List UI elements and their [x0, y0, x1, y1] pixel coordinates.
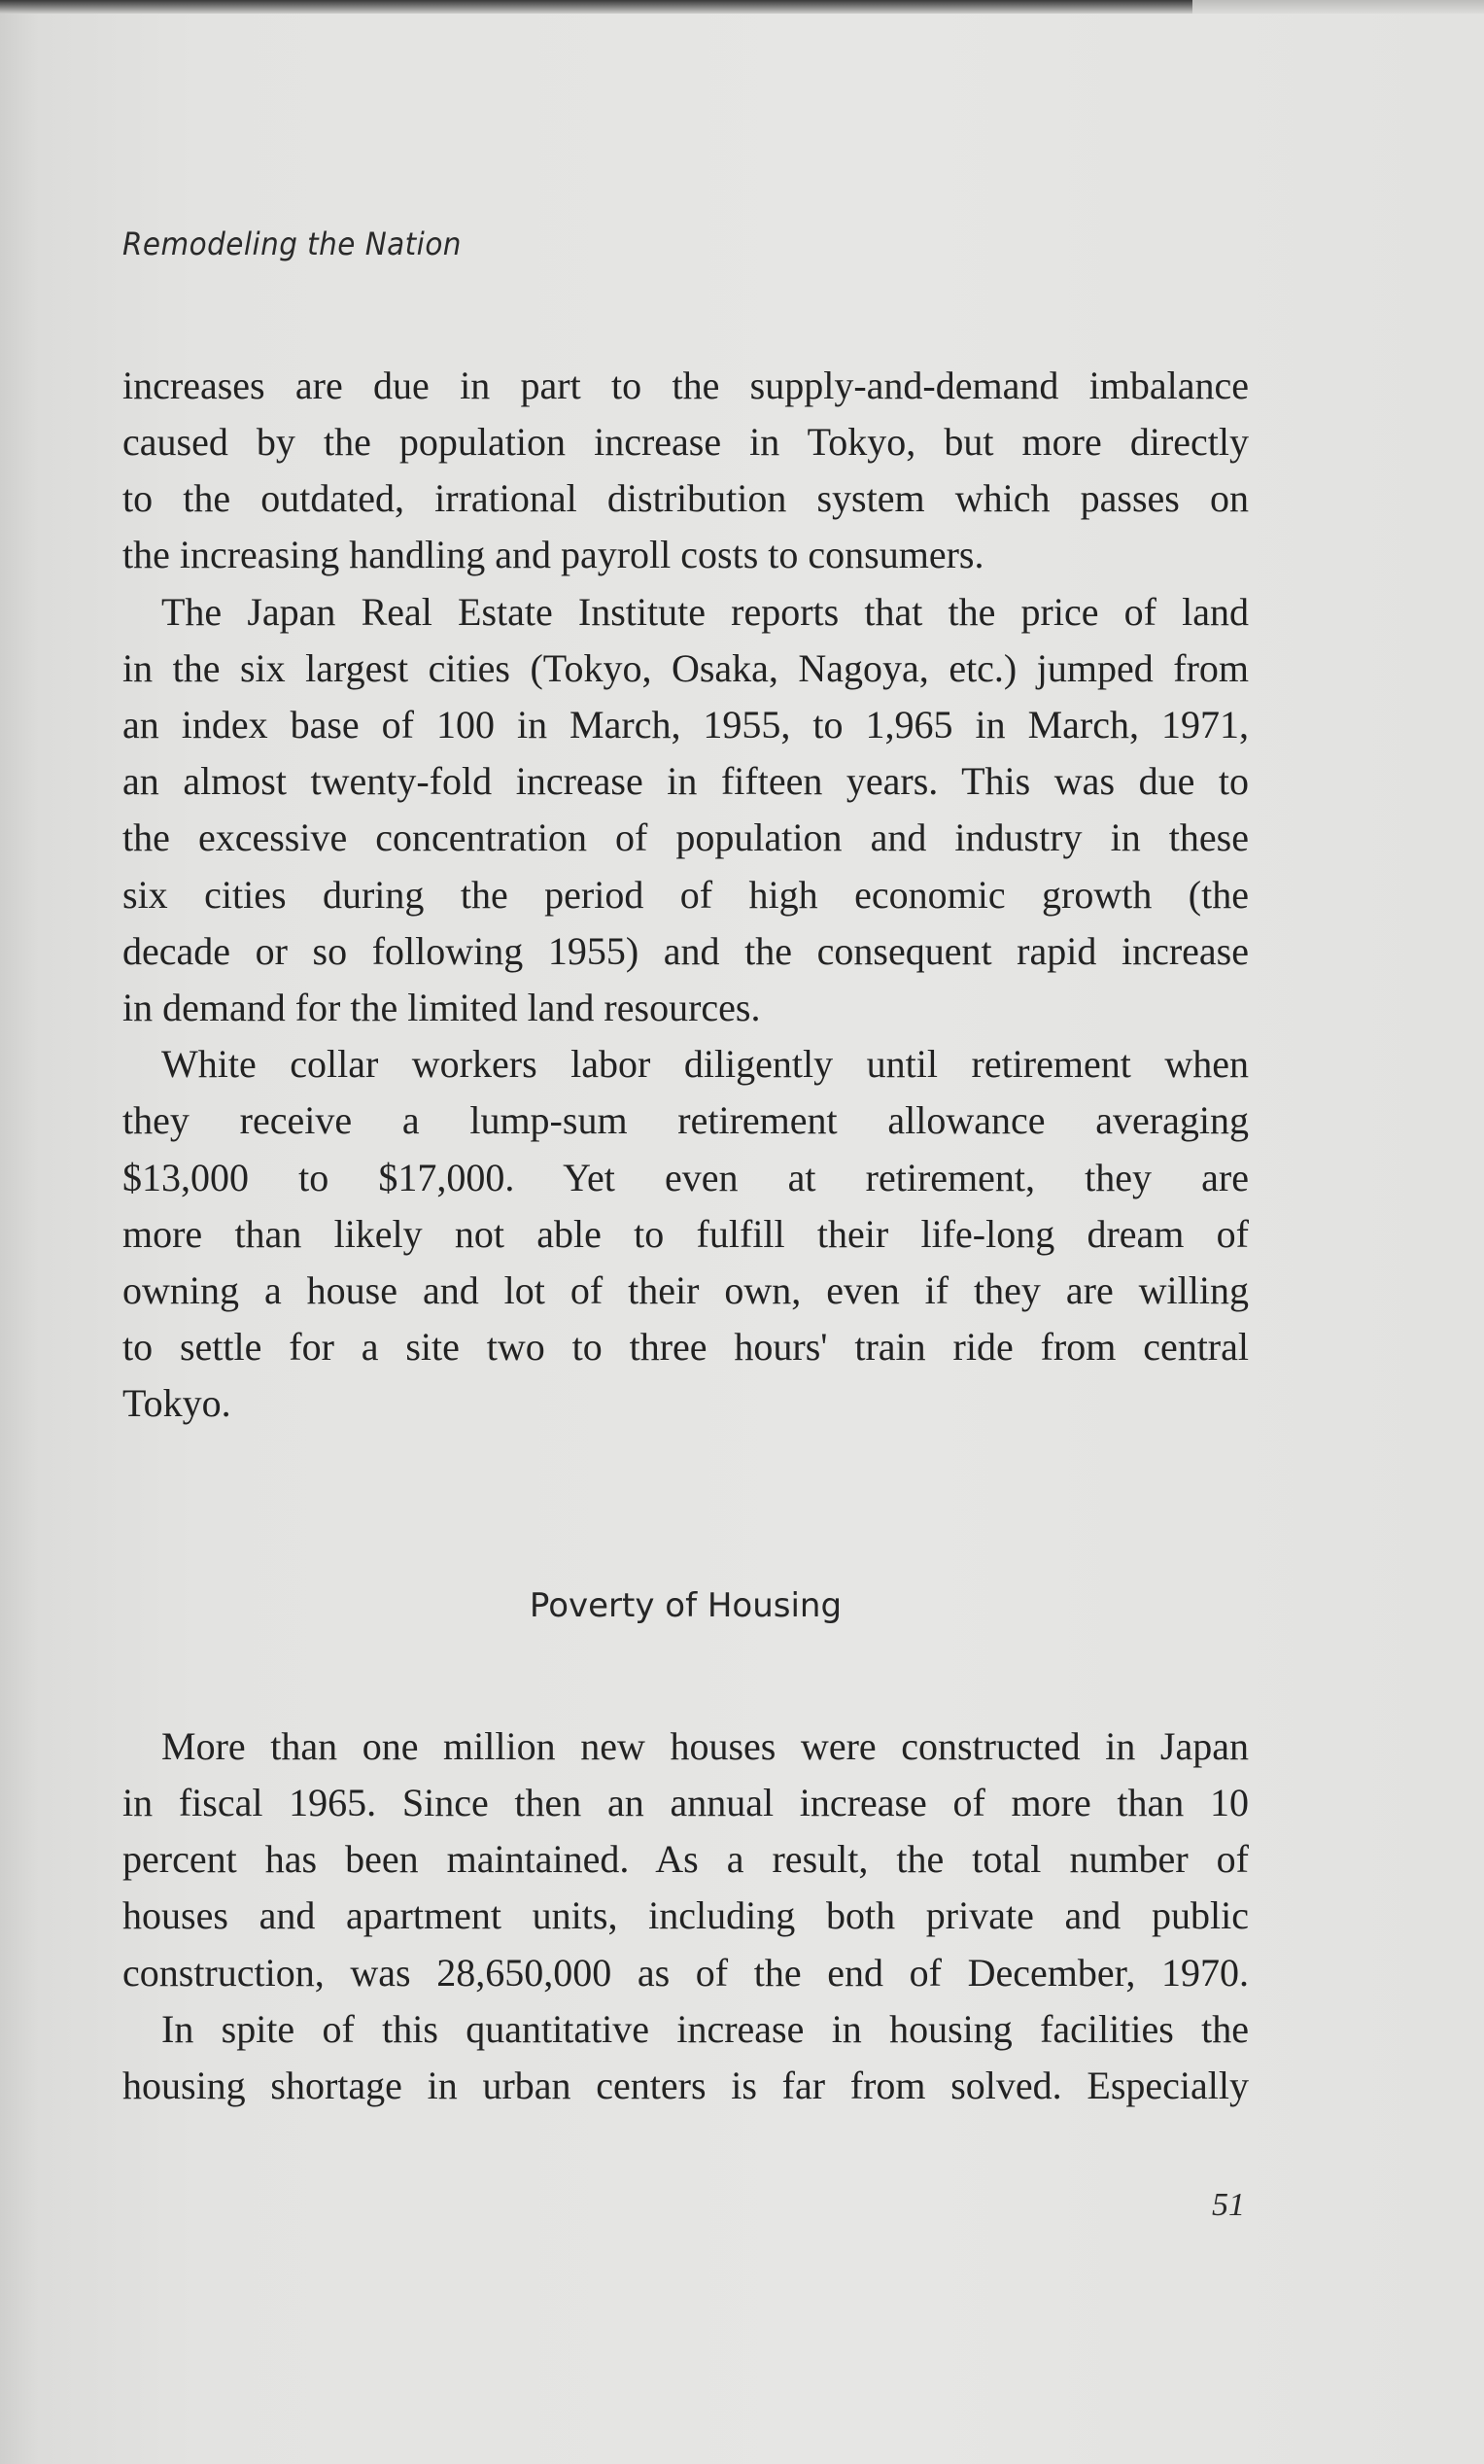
text-line: In spite of this quantitative increase in housing facilities the: [161, 2007, 1249, 2051]
text-line: percent has been maintained. As a result, the total number of: [122, 1837, 1249, 1881]
text-line: decade or so following 1955) and the consequent rapid increase: [122, 929, 1249, 973]
text-line: in demand for the limited land resources.: [122, 986, 761, 1029]
text-line: White collar workers labor diligently until retirement when: [161, 1042, 1249, 1086]
text-line: housing shortage in urban centers is far from solved. Especially: [122, 2064, 1249, 2107]
text-line: construction, was 28,650,000 as of the end of December, 1970.: [122, 1951, 1249, 1995]
text-line: more than likely not able to fulfill their life-long dream of: [122, 1212, 1249, 1256]
text-line: to settle for a site two to three hours' train ride from central: [122, 1325, 1249, 1369]
text-line: the excessive concentration of population and industry in these: [122, 816, 1249, 859]
text-line: in the six largest cities (Tokyo, Osaka, Nagoya, etc.) jumped from: [122, 646, 1249, 690]
page-number: 51: [1212, 2187, 1245, 2223]
text-line: to the outdated, irrational distribution system which passes on: [122, 476, 1249, 520]
page-top-edge: [0, 0, 1484, 14]
text-line: The Japan Real Estate Institute reports that the price of land: [161, 590, 1249, 634]
text-line: they receive a lump-sum retirement allowance averaging: [122, 1098, 1249, 1142]
section-heading: Poverty of Housing: [529, 1586, 843, 1625]
text-line: More than one million new houses were constructed in Japan: [161, 1724, 1249, 1768]
text-line: in fiscal 1965. Since then an annual increase of more than 10: [122, 1781, 1249, 1824]
text-line: owning a house and lot of their own, even if they are willing: [122, 1268, 1249, 1312]
text-line: houses and apartment units, including both private and public: [122, 1893, 1249, 1937]
text-line: increases are due in part to the supply-and-demand imbalance: [122, 364, 1249, 407]
text-line: an index base of 100 in March, 1955, to 1,965 in March, 1971,: [122, 703, 1249, 746]
text-line: an almost twenty-fold increase in fifteen years. This was due to: [122, 759, 1249, 803]
text-line: Tokyo.: [122, 1381, 231, 1425]
running-head: Remodeling the Nation: [122, 226, 462, 262]
text-line: the increasing handling and payroll costs to consumers.: [122, 533, 984, 576]
text-line: six cities during the period of high economic growth (the: [122, 873, 1249, 917]
text-line: $13,000 to $17,000. Yet even at retirement, they are: [122, 1156, 1249, 1199]
text-line: caused by the population increase in Tokyo, but more directly: [122, 420, 1249, 464]
